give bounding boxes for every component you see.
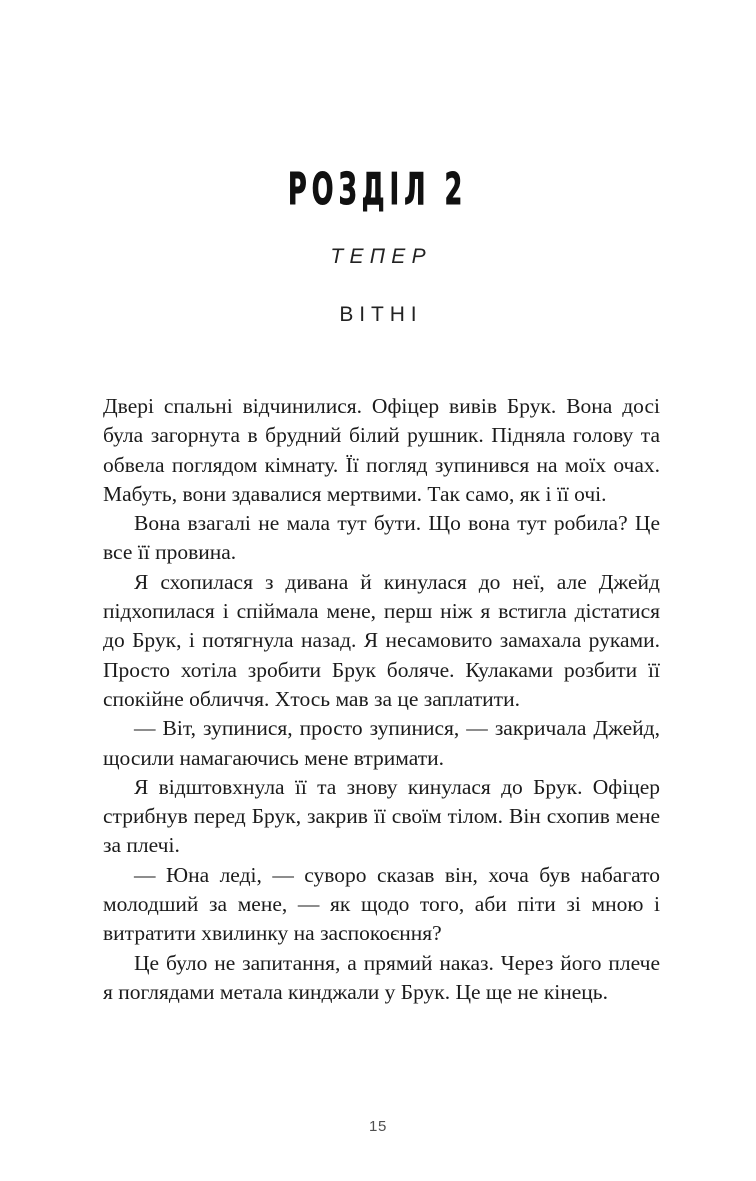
paragraph: Вона взагалі не мала тут бути. Що вона тут робила? Це все її провина. bbox=[103, 511, 660, 565]
paragraph: Це було не запитання, а прямий наказ. Через його плече я поглядами метала кинджали у Брук. Це ще не кінець. bbox=[103, 950, 660, 1004]
chapter-title bbox=[0, 164, 756, 215]
page-number: 15 bbox=[369, 1118, 387, 1135]
chapter-title-text: РОЗДІЛ 2 bbox=[288, 164, 468, 215]
paragraph: Двері спальні відчинилися. Офіцер вивів Брук. Вона досі була загорнута в брудний білий рушник. Підняла голову та обвела поглядом кімнату. Її погляд зупинився на моїх очах. Мабуть, вони здавалися мертвими. Так само, як і її очі. bbox=[103, 394, 660, 506]
pov-name: ВІТНІ bbox=[339, 303, 423, 326]
paragraph: Я схопилася з дивана й кинулася до неї, але Джейд підхопилася і спіймала мене, перш ніж я встигла дістатися до Брук, і потягнула назад. Я несамовито замахала руками. Просто хотіла зробити Брук боляче. Кулаками розбити її спокійне обличчя. Хтось мав за це заплатити. bbox=[103, 569, 660, 711]
chapter-subtitle: ТЕПЕР bbox=[330, 245, 432, 268]
chapter-heading-block bbox=[0, 0, 756, 325]
paragraph: — Віт, зупинися, просто зупинися, — закричала Джейд, щосили намагаючись мене втримати. bbox=[103, 716, 660, 770]
body-text bbox=[0, 392, 756, 1007]
paragraph: Я відштовхнула її та знову кинулася до Брук. Офіцер стрибнув перед Брук, закрив її своїм тілом. Він схопив мене за плечі. bbox=[103, 774, 660, 858]
paragraph: — Юна леді, — суворо сказав він, хоча був набагато молодший за мене, — як щодо того, аби піти зі мною і витратити хвилинку на заспокоєння? bbox=[103, 862, 660, 946]
